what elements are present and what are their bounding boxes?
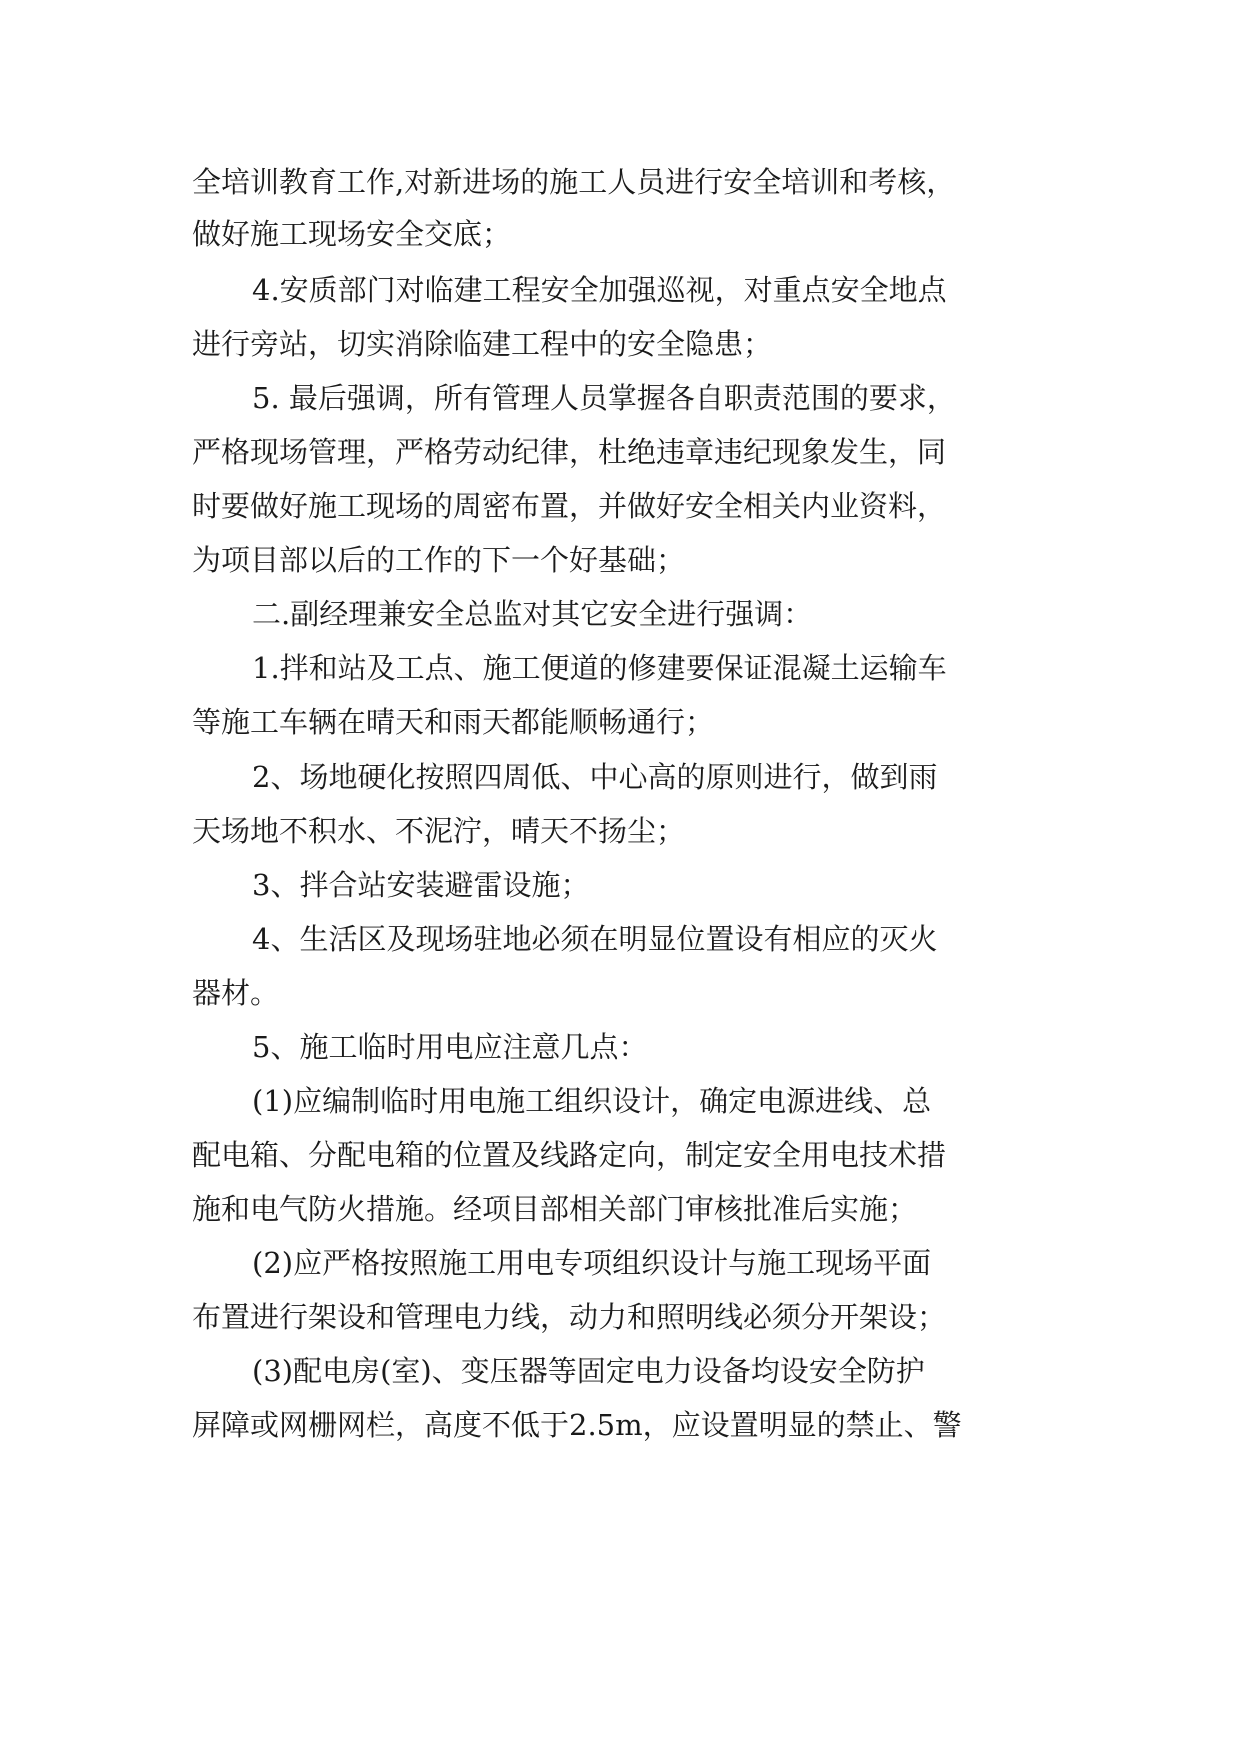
text-line: 屏障或网栅网栏，高度不低于2.5m，应设置明显的禁止、警 <box>192 1408 962 1442</box>
text-line: 1.拌和站及工点、施工便道的修建要保证混凝土运输车 <box>252 651 947 685</box>
text-line: (1)应编制临时用电施工组织设计，确定电源进线、总 <box>252 1084 932 1118</box>
text-line: 等施工车辆在晴天和雨天都能顺畅通行； <box>192 705 715 739</box>
text-line: 4、生活区及现场驻地必须在明显位置设有相应的灭火 <box>252 922 938 956</box>
text-line: 二.副经理兼安全总监对其它安全进行强调： <box>252 597 813 631</box>
text-line: 4.安质部门对临建工程安全加强巡视，对重点安全地点 <box>252 273 947 307</box>
text-line: 5. 最后强调，所有管理人员掌握各自职责范围的要求， <box>252 381 956 415</box>
text-line: 时要做好施工现场的周密布置，并做好安全相关内业资料， <box>192 489 947 523</box>
text-line: (3)配电房(室)、变压器等固定电力设备均设安全防护 <box>252 1354 925 1388</box>
text-line: 5、施工临时用电应注意几点： <box>252 1030 648 1064</box>
text-line: 施和电气防火措施。经项目部相关部门审核批准后实施； <box>192 1192 918 1226</box>
text-line: 3、拌合站安装避雷设施； <box>252 868 590 902</box>
text-line: (2)应严格按照施工用电专项组织设计与施工现场平面 <box>252 1246 932 1280</box>
text-line: 为项目部以后的工作的下一个好基础； <box>192 543 686 577</box>
text-line: 天场地不积水、不泥泞，晴天不扬尘； <box>192 814 686 848</box>
text-line: 全培训教育工作,对新进场的施工人员进行安全培训和考核， <box>192 165 956 199</box>
text-line: 配电箱、分配电箱的位置及线路定向，制定安全用电技术措 <box>192 1138 947 1172</box>
text-line: 严格现场管理，严格劳动纪律，杜绝违章违纪现象发生，同 <box>192 435 947 469</box>
text-line: 2、场地硬化按照四周低、中心高的原则进行，做到雨 <box>252 760 938 794</box>
text-line: 进行旁站，切实消除临建工程中的安全隐患； <box>192 327 773 361</box>
text-line: 做好施工现场安全交底； <box>192 217 512 251</box>
text-line: 器材。 <box>192 976 280 1010</box>
text-line: 布置进行架设和管理电力线，动力和照明线必须分开架设； <box>192 1300 947 1334</box>
